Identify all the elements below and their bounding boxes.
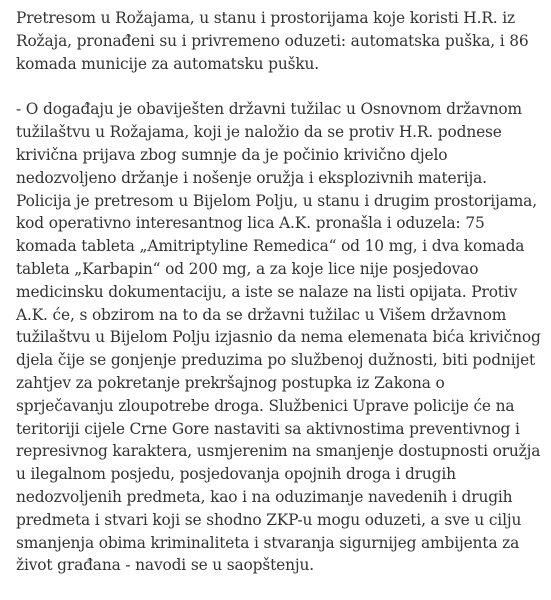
article-paragraph-2: - O događaju je obaviješten državni tužilac u Osnovnom državnom tužilaštvu u Rožajama, koji je naložio da se protiv H.R. podnese krivična prijava zbog sumnje da je počinio krivično djelo nedozvoljeno držanje i nošenje oružja i eksplozivnih materija. Policija je pretresom u Bijelom Polju, u stanu i drugim prostorijama, kod operativno interesantnog lica A.K. pronašla i oduzela: 75 komada tableta „Amitriptyline Remedica“ od 10 mg, i dva komada tableta „Karbapin“ od 200 mg, a za koje lice nije posjedovao medicinsku dokumentaciju, a iste se nalaze na listi opijata. Protiv A.K. će, s obzirom na to da se državni tužilac u Višem državnom tužilaštvu u Bijelom Polju izjasnio da nema elemenata bića krivičnog djela čije se gonjenje preduzima po službenoj dužnosti, biti podnijet zahtjev za pokretanje prekršajnog postupka iz Zakona o sprječavanju zloupotrebe droga. Službenici Uprave policije će na teritoriji cijele Crne Gore nastaviti sa aktivnostima preventivnog i represivnog karaktera, usmjerenim na smanjenje dostupnosti oružja u ilegalnom posjedu, posjedovanja opojnih droga i drugih nedozvoljenih predmeta, kao i na oduzimanje navedenih i drugih predmeta i stvari koji se shodno ZKP-u mogu oduzeti, a sve u cilju smanjenja obima kriminaliteta i stvaranja sigurnijeg ambijenta za život građana - navodi se u saopštenju. [16, 100, 541, 575]
article-body [16, 7, 544, 600]
article-paragraph-1: Pretresom u Rožajama, u stanu i prostorijama koje koristi H.R. iz Rožaja, pronađeni su i privremeno oduzeti: automatska puška, i 86 komada municije za automatsku pušku. [16, 9, 529, 73]
